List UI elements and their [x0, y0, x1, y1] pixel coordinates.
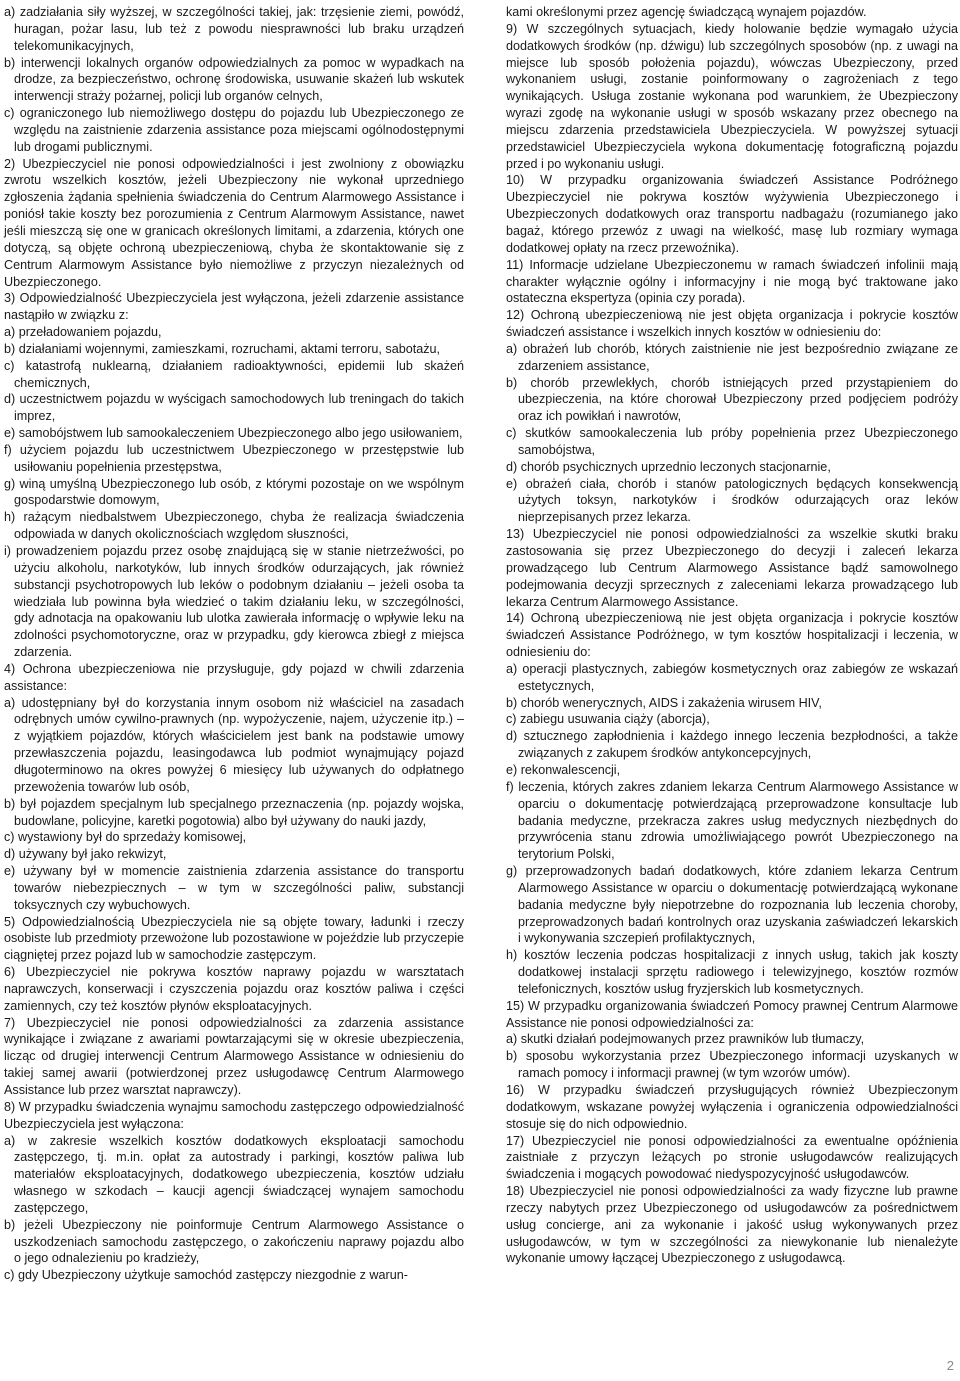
list-item: h) kosztów leczenia podczas hospitalizacji z innych usług, takich jak koszty dodatkowej instalacji sprzętu radiowego i telewizyjnego, kosztów rozmów telefonicznych, kosztów usług fryzjerskich lub kosmetycznych.: [506, 948, 958, 996]
list-item: d) używany był jako rekwizyt,: [4, 847, 167, 862]
paragraph: 13) Ubezpieczyciel nie ponosi odpowiedzialności za wszelkie skutki braku zastosowania się przez Ubezpieczonego do decyzji i zaleceń lekarza prowadzącego lub Centrum Alarmowego Assistance bądź samowolnego podejmowania decyzji sprzecznych z zaleceniami lekarza prowadzącego lub lekarza Centrum Alarmowego Assistance.: [506, 527, 958, 609]
paragraph: 18) Ubezpieczyciel nie ponosi odpowiedzialności za wady fizyczne lub prawne rzeczy nabytych przez Ubezpieczonego od usługodawców za pośrednictwem usług concierge, ani za wykonanie i jakość usług wykonywanych przez usługodawców, w tym w szczególności za niewykonanie lub nienależyte wykonanie umowy łączącej Ubezpieczonego z usługodawcą.: [506, 1184, 958, 1266]
paragraph: 6) Ubezpieczyciel nie pokrywa kosztów naprawy pojazdu w warsztatach naprawczych, konserwacji i czyszczenia pojazdu oraz kosztów paliwa i części zamiennych, czy też kosztów płynów eksploatacyjnych.: [4, 965, 464, 1013]
page-number: 2: [946, 1358, 954, 1373]
list-item: b) chorób wenerycznych, AIDS i zakażenia wirusem HIV,: [506, 695, 822, 710]
list-item: c) ograniczonego lub niemożliwego dostępu do pojazdu lub Ubezpieczonego ze względu na zaistnienie zdarzenia assistance poza miejscami ogólnodostępnymi lub drogami publicznymi.: [4, 106, 464, 154]
list-item: i) prowadzeniem pojazdu przez osobę znajdującą się w stanie nietrzeźwości, po użyciu alkoholu, narkotyków, lub innych środków odurzających, jak również substancji psychotropowych lub leków o podobnym działaniu – jeżeli osoba ta wiedziała lub powinna była wiedzieć o takim działaniu leku, w szczególności, gdy adnotacja na opakowaniu lub ulotka zawierała informację o wpływie leku na zdolności psychomotoryczne, oraz w przypadku, gdy kierowca zbiegł z miejsca zdarzenia.: [4, 544, 464, 660]
paragraph: 14) Ochroną ubezpieczeniową nie jest objęta organizacja i pokrycie kosztów świadczeń Assistance Podróżnego, w tym kosztów hospitalizacji i leczenia, w odniesieniu do:: [506, 611, 958, 660]
list-item: b) był pojazdem specjalnym lub specjalnego przeznaczenia (np. pojazdy wojska, budowlane, policyjne, karetki pogotowia) albo był używany do nauki jazdy,: [4, 796, 464, 828]
list-item: a) zadziałania siły wyższej, w szczególności takiej, jak: trzęsienie ziemi, powódź, huragan, pożar lasu, lub też z powodu niesprawności lub braku urządzeń telekomunikacyjnych,: [4, 5, 464, 53]
paragraph: 8) W przypadku świadczenia wynajmu samochodu zastępczego odpowiedzialność Ubezpieczyciela jest wyłączona:: [4, 1099, 464, 1131]
paragraph: 7) Ubezpieczyciel nie ponosi odpowiedzialności za zdarzenia assistance wynikające i związane z awariami powtarzającymi się w okresie ubezpieczenia, licząc od drugiej interwencji Centrum Alarmowego Assistance w odniesieniu do takiej samej awarii (potwierdzonej przez usługodawcę Centrum Alarmowego Assistance lub przez warsztat naprawczy).: [4, 1015, 464, 1097]
list-item: a) operacji plastycznych, zabiegów kosmetycznych oraz zabiegów ze wskazań estetycznych,: [506, 661, 958, 693]
list-item: e) obrażeń ciała, chorób i stanów patologicznych będących konsekwencją użytych toksyn, narkotyków i środków odurzających oraz leków nieprzepisanych przez lekarza.: [506, 476, 958, 525]
paragraph: 17) Ubezpieczyciel nie ponosi odpowiedzialności za ewentualne opóźnienia zaistniałe z przyczyn leżących po stronie usługodawców realizujących świadczenia i mogących powodować niedyspozycyjność usługodawców.: [506, 1133, 958, 1182]
list-item: b) chorób przewlekłych, chorób istniejących przed przystąpieniem do ubezpieczenia, na które chorował Ubezpieczony przed podjęciem podróży oraz ich powikłań i nawrotów,: [506, 375, 958, 424]
list-item: a) skutki działań podejmowanych przez prawników lub tłumaczy,: [506, 1032, 865, 1047]
paragraph: 9) W szczególnych sytuacjach, kiedy holowanie będzie wymagało użycia dodatkowych środków (np. dźwigu) lub szczególnych sposobów (np. z uwagi na miejsce lub sposób położenia pojazdu), wówczas Ubezpieczony, przed wykonaniem usługi, zostanie poinformowany o zagrożeniach z tego wynikających. Usługa zostanie wykonana pod warunkiem, że Ubezpieczony wyrazi zgodę na wykonanie usługi w sposób wskazany przez obecnego na miejscu zdarzenia przedstawiciela Ubezpieczyciela. W powyższej sytuacji przedstawiciel Ubezpieczyciela wykona dokumentację fotograficzną pojazdu przed i po wykonaniu usługi.: [506, 21, 958, 171]
list-item: b) jeżeli Ubezpieczony nie poinformuje Centrum Alarmowego Assistance o uszkodzeniach samochodu zastępczego, o zakończeniu naprawy pojazdu albo o jego odnalezieniu po kradzieży,: [4, 1217, 464, 1266]
list-item: a) udostępniany był do korzystania innym osobom niż właściciel na zasadach odrębnych umów cywilno-prawnych (np. wypożyczenie, najem, użyczenie itp.) – z wyjątkiem pojazdów, których właścicielem jest bank na podstawie umowy przewłaszczenia pojazdu, leasingodawca lub podmiot wynajmujący pojazd długoterminowo na okres powyżej 6 miesięcy lub używanych do odpłatnego przewożenia towarów lub osób,: [4, 695, 464, 794]
list-item: b) sposobu wykorzystania przez Ubezpieczonego informacji uzyskanych w ramach pomocy i informacji prawnej (w tym wzorów umów).: [506, 1049, 958, 1081]
paragraph: 11) Informacje udzielane Ubezpieczonemu w ramach świadczeń infolinii mają charakter wyłącznie ogólny i informacyjny i nie mogą być traktowane jako ostateczna ekspertyza (opinia czy porada).: [506, 257, 958, 306]
list-item: h) rażącym niedbalstwem Ubezpieczonego, chyba że realizacja świadczenia odpowiada w danych okolicznościach względom słuszności,: [4, 510, 464, 542]
paragraph: 12) Ochroną ubezpieczeniową nie jest objęta organizacja i pokrycie kosztów świadczeń assistance i wszelkich innych kosztów w odniesieniu do:: [506, 308, 958, 340]
paragraph: 10) W przypadku organizowania świadczeń Assistance Podróżnego Ubezpieczyciel nie pokrywa kosztów wyżywienia Ubezpieczonego i Ubezpieczonych dodatkowych oraz transportu nadbagażu (rozumianego jako bagaż, którego przewóz z uwagi na wielkość, masę lub rozmiary wymaga dodatkowej opłaty na rzecz przewoźnika).: [506, 173, 958, 255]
left-column: [4, 4, 464, 1284]
list-item: e) samobójstwem lub samookaleczeniem Ubezpieczonego albo jego usiłowaniem,: [4, 426, 463, 441]
paragraph: 4) Ochrona ubezpieczeniowa nie przysługuje, gdy pojazd w chwili zdarzenia assistance:: [4, 661, 464, 693]
paragraph: 2) Ubezpieczyciel nie ponosi odpowiedzialności i jest zwolniony z obowiązku zwrotu wszelkich kosztów, jeżeli Ubezpieczony nie wykonał uprzedniego zgłoszenia żądania spełnienia świadczenia do Centrum Alarmowego Assistance i poniósł takie koszty bez porozumienia z Centrum Alarmowym Assistance, nawet jeśli mieszczą się one w granicach określonych limitami, a zdarzenia, których one dotyczą, są objęte ochroną ubezpieczeniową, chyba że skontaktowanie się z Centrum Alarmowym Assistance było niemożliwe z przyczyn niezależnych od Ubezpieczonego.: [4, 156, 464, 289]
list-item: e) rekonwalescencji,: [506, 762, 621, 777]
list-item: d) chorób psychicznych uprzednio leczonych stacjonarnie,: [506, 459, 831, 474]
list-item: d) sztucznego zapłodnienia i każdego innego leczenia bezpłodności, a także związanych z zakupem środków antykoncepcyjnych,: [506, 729, 958, 761]
list-item: c) wystawiony był do sprzedaży komisowej,: [4, 830, 247, 845]
list-item: b) działaniami wojennymi, zamieszkami, rozruchami, aktami terroru, sabotażu,: [4, 341, 441, 356]
right-column: [506, 4, 958, 1267]
list-item: a) przeładowaniem pojazdu,: [4, 325, 162, 340]
list-item: a) obrażeń lub chorób, których zaistnienie nie jest bezpośrednio związane ze zdarzeniem assistance,: [506, 341, 958, 373]
list-item: c) katastrofą nuklearną, działaniem radioaktywności, epidemii lub skażeń chemicznych,: [4, 358, 464, 390]
list-item: e) używany był w momencie zaistnienia zdarzenia assistance do transportu towarów niebezpiecznych – w tym w szczególności paliw, substancji toksycznych czy wybuchowych.: [4, 864, 464, 912]
list-item: d) uczestnictwem pojazdu w wyścigach samochodowych lub treningach do takich imprez,: [4, 392, 464, 424]
list-item: g) przeprowadzonych badań dodatkowych, które zdaniem lekarza Centrum Alarmowego Assistance w oparciu o dokumentację potwierdzającą wykonane badania medyczne były niepotrzebne do rozpoznania lub leczenia choroby, przeprowadzonych badań kontrolnych oraz uzyskania zaświadczeń lekarskich i wykonywania szczepień profilaktycznych,: [506, 864, 958, 946]
list-item: g) winą umyślną Ubezpieczonego lub osób, z którymi pozostaje on we wspólnym gospodarstwie domowym,: [4, 476, 464, 508]
list-item: c) gdy Ubezpieczony użytkuje samochód zastępczy niezgodnie z warun-: [4, 1268, 408, 1283]
list-item: a) w zakresie wszelkich kosztów dodatkowych eksploatacji samochodu zastępczego, tj. m.in. opłat za autostrady i parkingi, kosztów paliwa lub materiałów eksploatacyjnych, dodatkowego ubezpieczenia, kosztów udziału własnego w szkodach – kaucji agencji świadczącej wynajem samochodu zastępczego,: [4, 1133, 464, 1215]
list-item: c) zabiegu usuwania ciąży (aborcja),: [506, 712, 710, 727]
paragraph: 3) Odpowiedzialność Ubezpieczyciela jest wyłączona, jeżeli zdarzenie assistance nastąpiło w związku z:: [4, 291, 464, 323]
paragraph: 15) W przypadku organizowania świadczeń Pomocy prawnej Centrum Alarmowe Assistance nie ponosi odpowiedzialności za:: [506, 998, 958, 1030]
list-item: c) skutków samookaleczenia lub próby popełnienia przez Ubezpieczonego samobójstwa,: [506, 426, 958, 457]
list-item: kami określonymi przez agencję świadczącą wynajem pojazdów.: [506, 5, 867, 19]
paragraph: 16) W przypadku świadczeń przysługujących również Ubezpieczonym dodatkowym, wskazane powyżej wyłączenia i ograniczenia odpowiedzialności stosuje się do nich odpowiednio.: [506, 1083, 958, 1131]
list-item: b) interwencji lokalnych organów odpowiedzialnych za pomoc w wypadkach na drodze, za bezpieczeństwo, ochronę środowiska, usuwanie skażeń lub wskutek interwencji straży pożarnej, policji lub organów celnych,: [4, 55, 464, 104]
paragraph: 5) Odpowiedzialnością Ubezpieczyciela nie są objęte towary, ładunki i rzeczy osobiste lub przedmioty przewożone lub pozostawione w pojeździe lub przyczepie ciągniętej przez pojazd lub w samochodzie zastępczym.: [4, 914, 464, 963]
list-item: f) leczenia, których zakres zdaniem lekarza Centrum Alarmowego Assistance w oparciu o dokumentację potwierdzającą przeprowadzone konsultacje lub badania medyczne, przekracza zakres usług medycznych niezbędnych do przywrócenia stanu zdrowia umożliwiającego powrót Ubezpieczonego na terytorium Polski,: [506, 779, 958, 862]
list-item: f) użyciem pojazdu lub uczestnictwem Ubezpieczonego w przestępstwie lub usiłowaniu popełnienia przestępstwa,: [4, 442, 464, 474]
